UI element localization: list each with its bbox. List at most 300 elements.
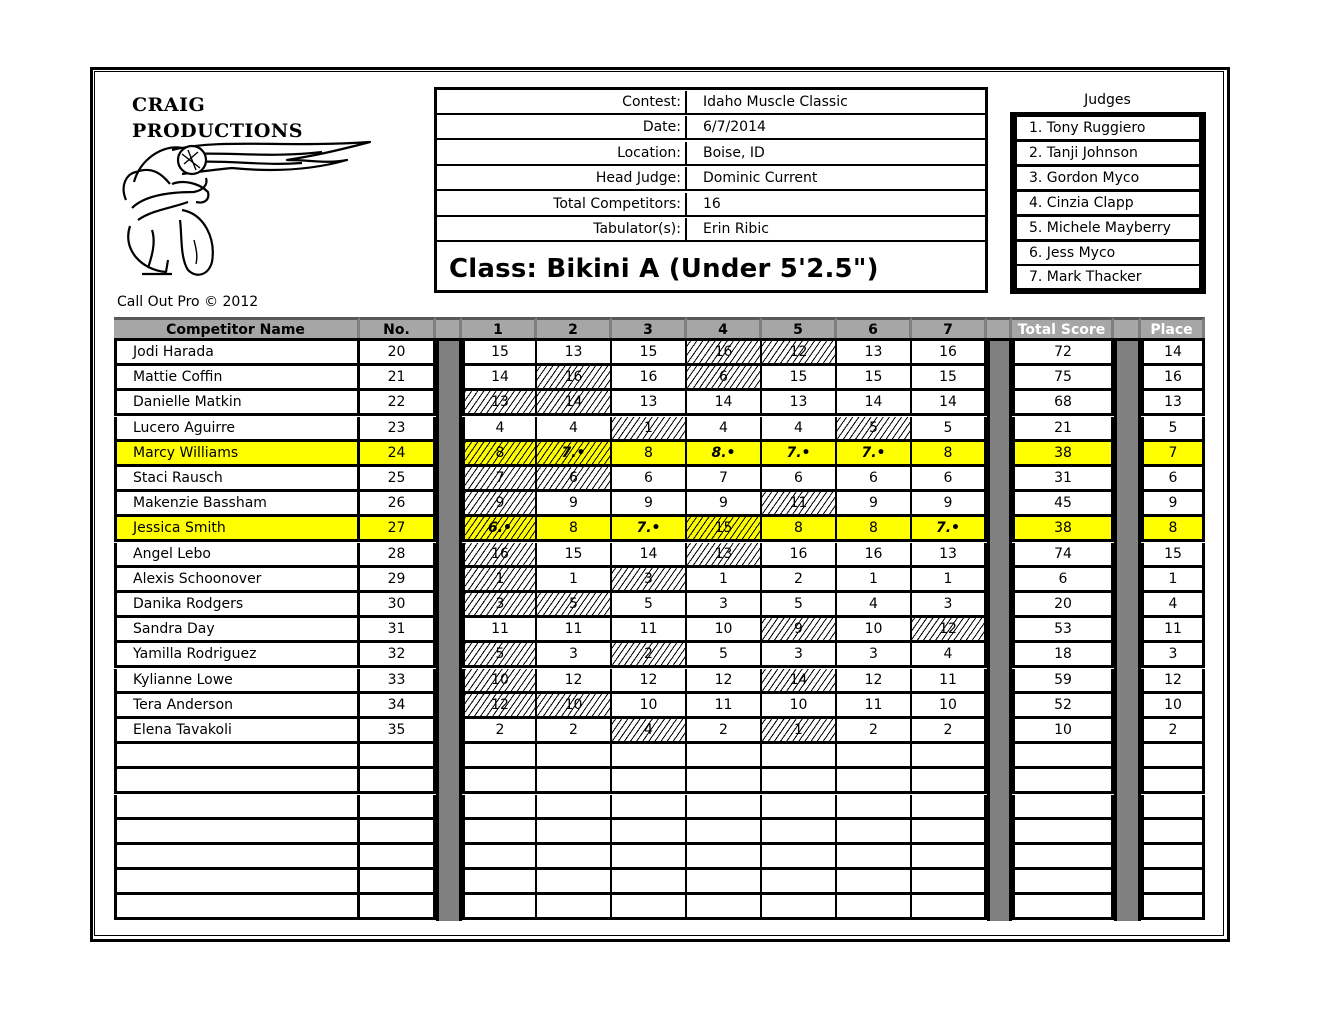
judge-score-cell: 15 bbox=[537, 543, 612, 568]
judge-score-cell bbox=[837, 895, 912, 920]
total-score-cell bbox=[1012, 795, 1114, 820]
judge-item: 2. Tanji Johnson bbox=[1017, 142, 1199, 164]
judge-score-cell: 9 bbox=[687, 492, 762, 517]
competitor-name-cell: Tera Anderson bbox=[114, 694, 360, 719]
competitor-number-cell bbox=[360, 744, 436, 769]
judge-score-cell: 11 bbox=[762, 492, 837, 517]
judge-score-cell bbox=[687, 870, 762, 895]
judge-score-cell bbox=[912, 795, 987, 820]
competitor-name-cell: Makenzie Bassham bbox=[114, 492, 360, 517]
judge-score-cell: 15 bbox=[762, 366, 837, 391]
judge-score-cell bbox=[612, 895, 687, 920]
judge-score-cell bbox=[837, 769, 912, 794]
judge-score-cell: 8.• bbox=[687, 442, 762, 467]
competitor-name-cell: Elena Tavakoli bbox=[114, 719, 360, 744]
info-row-total-competitors bbox=[437, 193, 985, 217]
competitor-number-cell: 25 bbox=[360, 467, 436, 492]
judge-score-cell: 9 bbox=[912, 492, 987, 517]
competitor-name-cell: Danika Rodgers bbox=[114, 593, 360, 618]
judge-score-cell: 7 bbox=[462, 467, 537, 492]
judge-score-cell bbox=[612, 820, 687, 845]
judge-score-cell: 12 bbox=[837, 669, 912, 694]
judge-score-cell bbox=[537, 744, 612, 769]
total-score-cell: 38 bbox=[1012, 442, 1114, 467]
judge-score-cell: 7.• bbox=[912, 517, 987, 542]
class-title: Class: Bikini A (Under 5'2.5") bbox=[449, 254, 879, 284]
judge-score-cell: 2 bbox=[462, 719, 537, 744]
total-score-cell: 20 bbox=[1012, 593, 1114, 618]
judge-score-cell: 6 bbox=[612, 467, 687, 492]
judge-score-cell: 10 bbox=[687, 618, 762, 643]
judge-score-cell: 2 bbox=[837, 719, 912, 744]
place-cell: 5 bbox=[1141, 417, 1205, 442]
total-score-cell: 68 bbox=[1012, 391, 1114, 416]
header-judge-5: 5 bbox=[762, 317, 837, 341]
place-cell bbox=[1141, 845, 1205, 870]
total-score-cell: 18 bbox=[1012, 643, 1114, 668]
judge-score-cell: 11 bbox=[462, 618, 537, 643]
judge-score-cell: 1 bbox=[537, 568, 612, 593]
contest-label: Contest: bbox=[437, 91, 687, 113]
header-total-score: Total Score bbox=[1012, 317, 1114, 341]
judge-score-cell: 9 bbox=[462, 492, 537, 517]
header-divider bbox=[114, 338, 1205, 341]
competitor-name-cell: Alexis Schoonover bbox=[114, 568, 360, 593]
judge-score-cell: 8 bbox=[537, 517, 612, 542]
info-row-date bbox=[437, 116, 985, 140]
judge-score-cell: 16 bbox=[912, 341, 987, 366]
competitor-number-cell bbox=[360, 795, 436, 820]
judge-score-cell: 10 bbox=[612, 694, 687, 719]
place-cell: 15 bbox=[1141, 543, 1205, 568]
judge-score-cell: 8 bbox=[612, 442, 687, 467]
judge-score-cell: 5 bbox=[912, 417, 987, 442]
company-name-line1: CRAIG bbox=[132, 94, 206, 116]
place-cell bbox=[1141, 870, 1205, 895]
total-score-cell bbox=[1012, 845, 1114, 870]
judge-score-cell bbox=[687, 744, 762, 769]
judge-score-cell bbox=[837, 795, 912, 820]
judge-score-cell: 8 bbox=[762, 517, 837, 542]
location-value: Boise, ID bbox=[703, 145, 765, 161]
info-row-contest bbox=[437, 91, 985, 115]
total-score-cell bbox=[1012, 820, 1114, 845]
judge-score-cell: 9 bbox=[612, 492, 687, 517]
judge-score-cell: 15 bbox=[687, 517, 762, 542]
judge-score-cell: 16 bbox=[612, 366, 687, 391]
competitor-number-cell: 31 bbox=[360, 618, 436, 643]
competitor-number-cell: 21 bbox=[360, 366, 436, 391]
judge-score-cell: 3 bbox=[612, 568, 687, 593]
judge-score-cell bbox=[912, 870, 987, 895]
competitor-number-cell bbox=[360, 820, 436, 845]
judge-score-cell: 5 bbox=[462, 643, 537, 668]
total-score-cell: 52 bbox=[1012, 694, 1114, 719]
judge-score-cell: 8 bbox=[837, 517, 912, 542]
info-row-location bbox=[437, 142, 985, 166]
judges-list bbox=[1010, 112, 1206, 294]
competitor-number-cell: 26 bbox=[360, 492, 436, 517]
competitor-name-cell: Lucero Aguirre bbox=[114, 417, 360, 442]
place-cell bbox=[1141, 795, 1205, 820]
judge-score-cell: 11 bbox=[687, 694, 762, 719]
judge-score-cell: 5 bbox=[687, 643, 762, 668]
judge-score-cell bbox=[537, 820, 612, 845]
judge-score-cell: 13 bbox=[912, 543, 987, 568]
bodybuilder-logo-icon bbox=[112, 130, 382, 280]
contest-info-box bbox=[434, 87, 988, 293]
competitor-name-cell: Sandra Day bbox=[114, 618, 360, 643]
contest-value: Idaho Muscle Classic bbox=[703, 94, 848, 110]
judge-score-cell bbox=[912, 845, 987, 870]
total-score-cell: 75 bbox=[1012, 366, 1114, 391]
info-row-tabulator bbox=[437, 218, 985, 242]
separator-column bbox=[987, 341, 1012, 921]
judge-score-cell: 1 bbox=[762, 719, 837, 744]
judge-score-cell: 7.• bbox=[762, 442, 837, 467]
competitor-name-cell: Mattie Coffin bbox=[114, 366, 360, 391]
judge-score-cell: 14 bbox=[687, 391, 762, 416]
competitor-number-cell: 35 bbox=[360, 719, 436, 744]
judge-score-cell: 10 bbox=[462, 669, 537, 694]
judge-score-cell: 7.• bbox=[537, 442, 612, 467]
competitor-number-cell bbox=[360, 870, 436, 895]
judge-score-cell bbox=[537, 895, 612, 920]
total-score-cell: 38 bbox=[1012, 517, 1114, 542]
total-score-cell bbox=[1012, 895, 1114, 920]
judge-score-cell: 2 bbox=[687, 719, 762, 744]
judge-score-cell: 4 bbox=[462, 417, 537, 442]
judge-score-cell: 12 bbox=[612, 669, 687, 694]
judge-score-cell: 8 bbox=[462, 442, 537, 467]
judge-score-cell: 1 bbox=[612, 417, 687, 442]
place-cell bbox=[1141, 820, 1205, 845]
judge-score-cell: 2 bbox=[612, 643, 687, 668]
total-competitors-value: 16 bbox=[703, 196, 721, 212]
judge-score-cell bbox=[837, 820, 912, 845]
competitor-number-cell: 32 bbox=[360, 643, 436, 668]
competitor-name-cell bbox=[114, 895, 360, 920]
competitor-name-cell bbox=[114, 820, 360, 845]
judge-score-cell: 4 bbox=[537, 417, 612, 442]
judge-score-cell bbox=[837, 744, 912, 769]
total-score-cell: 53 bbox=[1012, 618, 1114, 643]
total-score-cell bbox=[1012, 870, 1114, 895]
judge-score-cell: 16 bbox=[537, 366, 612, 391]
judge-score-cell: 4 bbox=[912, 643, 987, 668]
head-judge-label: Head Judge: bbox=[437, 167, 687, 189]
place-cell: 14 bbox=[1141, 341, 1205, 366]
judge-item: 6. Jess Myco bbox=[1017, 242, 1199, 264]
total-score-cell: 10 bbox=[1012, 719, 1114, 744]
competitor-name-cell: Marcy Williams bbox=[114, 442, 360, 467]
competitor-name-cell: Jessica Smith bbox=[114, 517, 360, 542]
competitor-number-cell: 33 bbox=[360, 669, 436, 694]
judge-score-cell bbox=[462, 820, 537, 845]
competitor-number-cell: 22 bbox=[360, 391, 436, 416]
judge-score-cell: 4 bbox=[762, 417, 837, 442]
judge-score-cell: 14 bbox=[537, 391, 612, 416]
competitor-number-cell bbox=[360, 845, 436, 870]
judge-score-cell: 12 bbox=[462, 694, 537, 719]
place-cell: 7 bbox=[1141, 442, 1205, 467]
head-judge-value: Dominic Current bbox=[703, 170, 818, 186]
competitor-name-cell: Staci Rausch bbox=[114, 467, 360, 492]
judge-score-cell: 13 bbox=[687, 543, 762, 568]
header-competitor-name: Competitor Name bbox=[114, 317, 360, 341]
judge-score-cell: 9 bbox=[762, 618, 837, 643]
judge-score-cell: 14 bbox=[912, 391, 987, 416]
judge-score-cell: 5 bbox=[837, 417, 912, 442]
judge-score-cell: 10 bbox=[762, 694, 837, 719]
judge-score-cell bbox=[687, 769, 762, 794]
tabulator-label: Tabulator(s): bbox=[437, 218, 687, 240]
place-cell: 2 bbox=[1141, 719, 1205, 744]
judge-score-cell bbox=[762, 820, 837, 845]
total-score-cell bbox=[1012, 744, 1114, 769]
judge-score-cell: 7 bbox=[687, 467, 762, 492]
place-cell: 8 bbox=[1141, 517, 1205, 542]
place-cell: 3 bbox=[1141, 643, 1205, 668]
place-cell: 6 bbox=[1141, 467, 1205, 492]
judge-score-cell: 10 bbox=[837, 618, 912, 643]
company-logo bbox=[112, 90, 382, 280]
judge-score-cell: 14 bbox=[837, 391, 912, 416]
judge-score-cell: 10 bbox=[912, 694, 987, 719]
judge-score-cell bbox=[612, 744, 687, 769]
judge-score-cell: 14 bbox=[762, 669, 837, 694]
place-cell: 16 bbox=[1141, 366, 1205, 391]
total-score-cell bbox=[1012, 769, 1114, 794]
judge-score-cell: 5 bbox=[762, 593, 837, 618]
judge-item: 1. Tony Ruggiero bbox=[1017, 117, 1199, 139]
judge-score-cell: 15 bbox=[612, 341, 687, 366]
competitor-number-cell: 23 bbox=[360, 417, 436, 442]
tabulator-value: Erin Ribic bbox=[703, 221, 769, 237]
judge-score-cell: 15 bbox=[462, 341, 537, 366]
place-cell bbox=[1141, 769, 1205, 794]
competitor-number-cell: 30 bbox=[360, 593, 436, 618]
judge-score-cell: 15 bbox=[912, 366, 987, 391]
judge-score-cell: 11 bbox=[912, 669, 987, 694]
judge-score-cell: 9 bbox=[537, 492, 612, 517]
judge-score-cell: 16 bbox=[687, 341, 762, 366]
judge-score-cell: 7.• bbox=[612, 517, 687, 542]
header-judge-4: 4 bbox=[687, 317, 762, 341]
competitor-number-cell: 20 bbox=[360, 341, 436, 366]
total-competitors-label: Total Competitors: bbox=[437, 193, 687, 215]
judge-score-cell: 13 bbox=[837, 341, 912, 366]
header-place: Place bbox=[1141, 317, 1205, 341]
header-judge-2: 2 bbox=[537, 317, 612, 341]
judge-score-cell bbox=[612, 769, 687, 794]
judge-score-cell: 3 bbox=[837, 643, 912, 668]
judge-score-cell bbox=[687, 895, 762, 920]
judge-score-cell: 1 bbox=[462, 568, 537, 593]
judge-score-cell bbox=[462, 769, 537, 794]
place-cell: 13 bbox=[1141, 391, 1205, 416]
competitor-number-cell bbox=[360, 895, 436, 920]
judge-score-cell: 2 bbox=[762, 568, 837, 593]
judge-score-cell bbox=[537, 769, 612, 794]
judge-score-cell bbox=[612, 870, 687, 895]
place-cell: 9 bbox=[1141, 492, 1205, 517]
judge-score-cell bbox=[912, 820, 987, 845]
judge-score-cell: 3 bbox=[462, 593, 537, 618]
place-cell: 1 bbox=[1141, 568, 1205, 593]
competitor-name-cell: Kylianne Lowe bbox=[114, 669, 360, 694]
judge-score-cell: 16 bbox=[462, 543, 537, 568]
total-score-cell: 74 bbox=[1012, 543, 1114, 568]
place-cell bbox=[1141, 895, 1205, 920]
judge-score-cell: 13 bbox=[612, 391, 687, 416]
judge-score-cell: 12 bbox=[687, 669, 762, 694]
competitor-name-cell: Angel Lebo bbox=[114, 543, 360, 568]
judge-score-cell: 3 bbox=[912, 593, 987, 618]
judge-score-cell bbox=[762, 795, 837, 820]
competitor-name-cell bbox=[114, 845, 360, 870]
separator-column bbox=[1114, 341, 1141, 921]
total-score-cell: 72 bbox=[1012, 341, 1114, 366]
judge-score-cell bbox=[612, 795, 687, 820]
judge-score-cell bbox=[912, 744, 987, 769]
judge-score-cell bbox=[462, 795, 537, 820]
judge-score-cell bbox=[537, 870, 612, 895]
judge-item: 3. Gordon Myco bbox=[1017, 167, 1199, 189]
place-cell: 4 bbox=[1141, 593, 1205, 618]
judge-score-cell: 13 bbox=[537, 341, 612, 366]
total-score-cell: 31 bbox=[1012, 467, 1114, 492]
judge-score-cell bbox=[687, 820, 762, 845]
judge-score-cell bbox=[762, 870, 837, 895]
copyright-notice: Call Out Pro © 2012 bbox=[117, 294, 259, 310]
judge-item: 4. Cinzia Clapp bbox=[1017, 192, 1199, 214]
judge-score-cell bbox=[912, 895, 987, 920]
judge-score-cell bbox=[462, 744, 537, 769]
judge-score-cell bbox=[462, 845, 537, 870]
judge-score-cell bbox=[687, 845, 762, 870]
total-score-cell: 45 bbox=[1012, 492, 1114, 517]
competitor-name-cell: Yamilla Rodriguez bbox=[114, 643, 360, 668]
location-label: Location: bbox=[437, 142, 687, 164]
judge-score-cell: 6.• bbox=[462, 517, 537, 542]
competitor-number-cell: 27 bbox=[360, 517, 436, 542]
competitor-name-cell bbox=[114, 769, 360, 794]
judge-score-cell bbox=[762, 845, 837, 870]
judge-score-cell bbox=[762, 895, 837, 920]
separator-column bbox=[436, 341, 462, 921]
judge-score-cell: 3 bbox=[537, 643, 612, 668]
judge-score-cell bbox=[912, 769, 987, 794]
total-score-cell: 21 bbox=[1012, 417, 1114, 442]
judge-score-cell bbox=[837, 870, 912, 895]
competitor-number-cell: 29 bbox=[360, 568, 436, 593]
judge-item: 7. Mark Thacker bbox=[1017, 266, 1199, 288]
competitor-name-cell bbox=[114, 870, 360, 895]
judge-score-cell: 11 bbox=[837, 694, 912, 719]
judge-score-cell: 4 bbox=[837, 593, 912, 618]
place-cell: 10 bbox=[1141, 694, 1205, 719]
place-cell: 12 bbox=[1141, 669, 1205, 694]
header-judge-7: 7 bbox=[912, 317, 987, 341]
info-row-head-judge bbox=[437, 167, 985, 191]
competitor-number-cell: 28 bbox=[360, 543, 436, 568]
judge-score-cell: 14 bbox=[612, 543, 687, 568]
judge-score-cell: 6 bbox=[762, 467, 837, 492]
judge-score-cell bbox=[537, 795, 612, 820]
judge-score-cell: 10 bbox=[537, 694, 612, 719]
competitor-name-cell: Jodi Harada bbox=[114, 341, 360, 366]
total-score-cell: 59 bbox=[1012, 669, 1114, 694]
judge-score-cell: 14 bbox=[462, 366, 537, 391]
competitor-number-cell bbox=[360, 769, 436, 794]
judge-score-cell: 6 bbox=[687, 366, 762, 391]
competitor-name-cell bbox=[114, 795, 360, 820]
judge-score-cell: 13 bbox=[762, 391, 837, 416]
judge-score-cell: 4 bbox=[687, 417, 762, 442]
judges-title: Judges bbox=[1084, 92, 1131, 108]
judge-score-cell: 12 bbox=[912, 618, 987, 643]
judge-score-cell: 5 bbox=[612, 593, 687, 618]
judge-score-cell: 12 bbox=[762, 341, 837, 366]
judge-score-cell: 2 bbox=[537, 719, 612, 744]
competitor-number-cell: 24 bbox=[360, 442, 436, 467]
judge-score-cell: 5 bbox=[537, 593, 612, 618]
judge-score-cell: 13 bbox=[462, 391, 537, 416]
judge-score-cell bbox=[687, 795, 762, 820]
place-cell: 11 bbox=[1141, 618, 1205, 643]
judge-score-cell: 15 bbox=[837, 366, 912, 391]
judge-score-cell: 3 bbox=[687, 593, 762, 618]
judge-score-cell: 8 bbox=[912, 442, 987, 467]
date-label: Date: bbox=[437, 116, 687, 138]
total-score-cell: 6 bbox=[1012, 568, 1114, 593]
judge-score-cell: 11 bbox=[537, 618, 612, 643]
competitor-number-cell: 34 bbox=[360, 694, 436, 719]
header-judge-1: 1 bbox=[462, 317, 537, 341]
competitor-name-cell bbox=[114, 744, 360, 769]
judge-score-cell: 1 bbox=[837, 568, 912, 593]
date-value: 6/7/2014 bbox=[703, 119, 766, 135]
judge-score-cell: 1 bbox=[687, 568, 762, 593]
judge-score-cell bbox=[612, 845, 687, 870]
judge-score-cell: 9 bbox=[837, 492, 912, 517]
judge-score-cell: 16 bbox=[837, 543, 912, 568]
judge-score-cell bbox=[537, 845, 612, 870]
competitor-name-cell: Danielle Matkin bbox=[114, 391, 360, 416]
judge-score-cell: 6 bbox=[537, 467, 612, 492]
header-judge-3: 3 bbox=[612, 317, 687, 341]
judge-score-cell: 3 bbox=[762, 643, 837, 668]
header-number: No. bbox=[360, 317, 436, 341]
judge-score-cell: 12 bbox=[537, 669, 612, 694]
company-name-line2: PRODUCTIONS bbox=[132, 120, 303, 142]
place-cell bbox=[1141, 744, 1205, 769]
judge-score-cell bbox=[837, 845, 912, 870]
judge-item: 5. Michele Mayberry bbox=[1017, 217, 1199, 239]
judge-score-cell: 16 bbox=[762, 543, 837, 568]
judge-score-cell: 7.• bbox=[837, 442, 912, 467]
judge-score-cell bbox=[462, 895, 537, 920]
judge-score-cell: 11 bbox=[612, 618, 687, 643]
header-judge-6: 6 bbox=[837, 317, 912, 341]
judge-score-cell: 6 bbox=[837, 467, 912, 492]
judge-score-cell bbox=[762, 744, 837, 769]
judge-score-cell: 2 bbox=[912, 719, 987, 744]
judge-score-cell bbox=[462, 870, 537, 895]
judge-score-cell bbox=[762, 769, 837, 794]
judge-score-cell: 6 bbox=[912, 467, 987, 492]
